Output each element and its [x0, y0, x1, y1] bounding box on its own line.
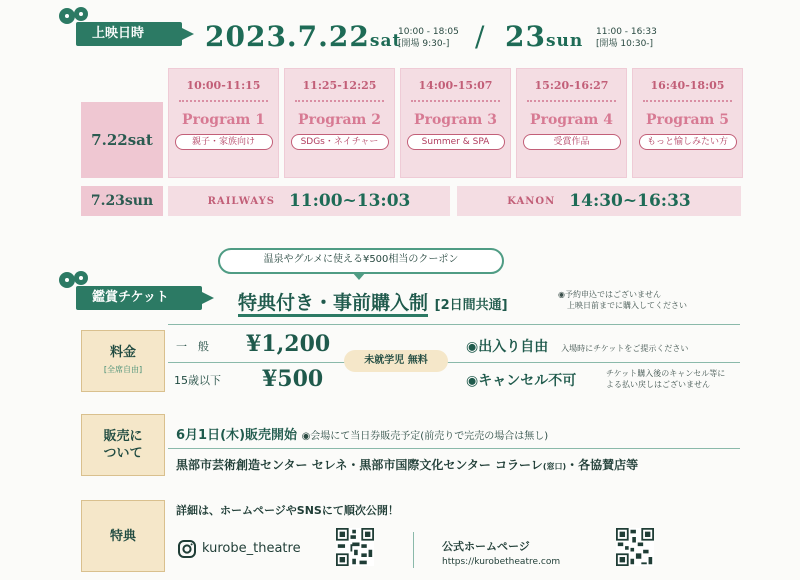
- sale-start: 6月1日(木)販売開始 ◉会場にて当日券販売予定(前売りで完売の場合は無し): [176, 428, 549, 443]
- sales-venues: [176, 456, 638, 473]
- kids-free-badge: 未就学児 無料: [344, 350, 448, 372]
- day2-label: 7.23sun: [81, 186, 163, 216]
- qr-code-instagram[interactable]: [336, 528, 374, 566]
- program-time: 15:20-16:27: [534, 79, 609, 92]
- sales-label-line: 販売に: [103, 429, 143, 444]
- program-name: Program 1: [182, 112, 265, 128]
- day1-time-text: 10:00 - 18:05: [398, 27, 459, 37]
- program-card: [516, 68, 627, 178]
- day2-date-text: 23: [505, 20, 546, 53]
- feature-text: ◉出入り自由: [466, 339, 549, 355]
- venues-text-b: ・各協賛店等: [566, 458, 639, 472]
- program-card: [632, 68, 743, 178]
- day1-label: 7.22sat: [81, 102, 163, 178]
- day1-date-text: 2023.7.22: [205, 20, 370, 53]
- sale-date: 6月1日: [176, 428, 221, 443]
- details-text: 詳細は、ホームページやSNSにて順次公開！: [176, 504, 399, 517]
- vertical-divider: [413, 532, 414, 568]
- note-line: ◉予約申込ではございません: [558, 290, 661, 299]
- program-card: [284, 68, 395, 178]
- feature-no-cancel: [466, 370, 576, 390]
- program-name: Program 4: [530, 112, 613, 128]
- program-time: 14:00-15:07: [418, 79, 493, 92]
- screening-tag: 上映日時: [76, 22, 182, 46]
- sales-label-line: ついて: [103, 446, 143, 461]
- same-day-note: ◉会場にて当日券販売予定(前売りで完売の場合は無し): [301, 431, 549, 442]
- cancel-note: [606, 368, 725, 390]
- instagram-icon: [178, 540, 196, 558]
- day1-open-text: [開場 9:30-]: [398, 39, 450, 49]
- dotted-divider: [643, 100, 732, 102]
- venues-window: (窓口): [542, 462, 567, 471]
- general-label: 一 般: [176, 340, 209, 353]
- date-slash: /: [475, 20, 486, 53]
- coupon-bubble: 温泉やグルメに使える¥500相当のクーポン: [218, 248, 504, 274]
- dotted-divider: [179, 100, 268, 102]
- program-card: [400, 68, 511, 178]
- program-card: [168, 68, 279, 178]
- dotted-divider: [527, 100, 616, 102]
- note-line: チケット購入後のキャンセル等に: [606, 369, 726, 378]
- sale-start-text: 販売開始: [245, 428, 298, 443]
- day2-film-bar: [168, 186, 450, 216]
- sales-label: [81, 414, 165, 476]
- divider: [168, 362, 740, 363]
- day2-open-text: [開場 10:30-]: [596, 39, 654, 49]
- program-name: Program 2: [298, 112, 381, 128]
- ticket-tag: 鑑賞チケット: [76, 286, 202, 310]
- homepage-label: 公式ホームページ: [442, 540, 530, 553]
- sale-weekday: 木: [226, 428, 240, 443]
- divider: [168, 324, 740, 325]
- purchase-note: [558, 289, 687, 311]
- program-name: Program 5: [646, 112, 729, 128]
- program-time: 10:00-11:15: [186, 79, 261, 92]
- divider: [168, 448, 740, 449]
- headline-text: 特典付き・事前購入制: [238, 292, 428, 317]
- dotted-divider: [411, 100, 500, 102]
- program-theme: 受賞作品: [523, 134, 621, 150]
- day2-film-bar: [457, 186, 741, 216]
- price-label-text: 料金: [109, 345, 136, 360]
- qr-code-homepage[interactable]: [616, 528, 654, 566]
- perks-label: 特典: [81, 500, 165, 572]
- program-theme: SDGs・ネイチャー: [291, 134, 389, 150]
- program-theme: Summer & SPA: [407, 134, 505, 150]
- general-price: ¥1,200: [246, 331, 331, 357]
- purchase-headline: [238, 288, 508, 315]
- note-line: よる払い戻しはございません: [606, 380, 710, 389]
- day2-dow: sun: [545, 31, 584, 51]
- feature-reentry: [466, 336, 688, 356]
- day1-date: [205, 20, 401, 53]
- day2-date: [505, 20, 583, 53]
- youth-label: 15歳以下: [174, 374, 221, 387]
- program-theme: 親子・家族向け: [175, 134, 273, 150]
- dotted-divider: [295, 100, 384, 102]
- feature-text: ◉キャンセル不可: [466, 373, 577, 389]
- venues-text: 黒部市芸術創造センター セレネ・黒部市国際文化センター コラーレ: [176, 458, 543, 472]
- day2-time-text: 11:00 - 16:33: [596, 27, 657, 37]
- program-name: Program 3: [414, 112, 497, 128]
- program-theme: もっと愉しみたい方: [639, 134, 737, 150]
- price-label: [81, 330, 165, 392]
- day1-time: [398, 26, 459, 50]
- instagram-handle[interactable]: kurobe_theatre: [202, 541, 301, 556]
- homepage-info: [442, 538, 560, 567]
- film-time: 14:30~16:33: [569, 191, 691, 211]
- program-time: 16:40-18:05: [650, 79, 725, 92]
- film-time: 11:00~13:03: [288, 191, 411, 211]
- homepage-url[interactable]: https://kurobetheatre.com: [442, 557, 561, 567]
- day2-time: [596, 26, 657, 50]
- feature-note: 入場時にチケットをご提示ください: [561, 344, 689, 353]
- program-time: 11:25-12:25: [302, 79, 377, 92]
- note-line: 上映日前までに購入してください: [567, 301, 687, 310]
- film-title: RAILWAYS: [207, 195, 275, 207]
- day1-dow: sat: [369, 31, 402, 51]
- price-label-sub: [全席自由]: [103, 365, 143, 374]
- headline-sub: [2日間共通]: [434, 298, 508, 313]
- bubble-tail: [352, 272, 366, 280]
- youth-price: ¥500: [262, 366, 324, 392]
- film-title: KANON: [507, 195, 556, 207]
